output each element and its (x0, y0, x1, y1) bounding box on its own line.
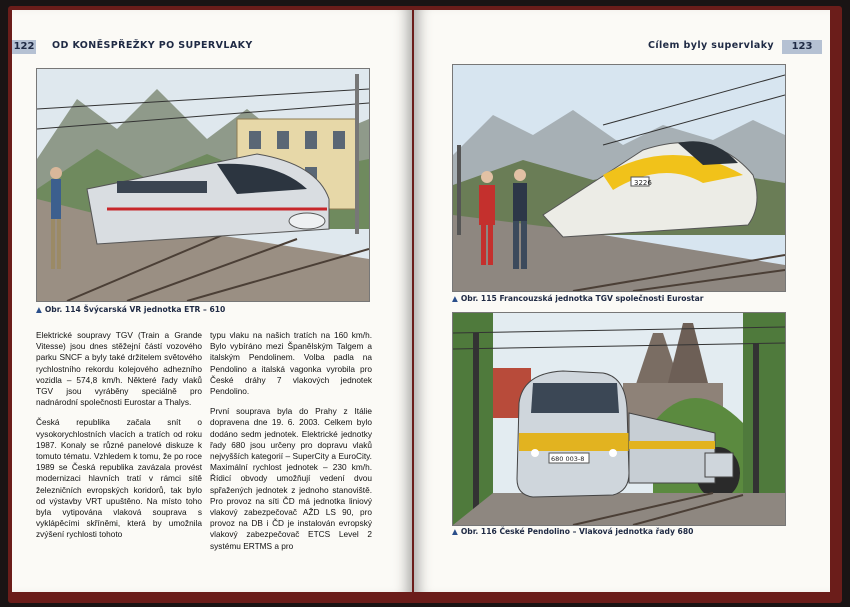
paragraph: typu vlaku na našich tratích na 160 km/h. Bylo vybíráno mezi Španělským Talgem a italským Pendolinem. Volba padla na Pendolino a italská vagonka vyrobila pro České dráhy 7 vlakových jednotek Pendolino. (210, 330, 372, 397)
train-number: 680 003-8 (551, 455, 585, 463)
caption-arrow-icon: ▲ (452, 527, 458, 536)
caption-arrow-icon: ▲ (36, 305, 42, 314)
caption-text: České Pendolino – Vlaková jednotka řady 680 (499, 527, 694, 536)
eurostar-illustration (453, 65, 785, 291)
paragraph: Elektrické soupravy TGV (Train a Grande Vitesse) jsou dnes stěžejní částí vozového parku SNCF a byly také držitelem světového rychlostního rekordu kolejového adhezního vozidla – 574,8 km/h. Některé řady vlaků TGV jsou vyráběny speciálně pro nadnárodní společnosti Eurostar a Thalys. (36, 330, 202, 408)
caption-prefix: Obr. 116 (460, 527, 497, 536)
caption-text: Francouzská jednotka TGV společnosti Eurostar (499, 294, 704, 303)
page-number: 122 (13, 41, 35, 52)
figure-swiss-train (36, 68, 370, 302)
swiss-train-illustration (37, 69, 369, 301)
paragraph: První souprava byla do Prahy z Itálie dopravena dne 19. 6. 2003. Celkem bylo dodáno sedm jednotek. Elektrické jednotky řady 680 jsou určeny pro dopravu vlaků nejvyšších kategorií – SuperCity a EuroCity. Maximální rychlost jednotek – 230 km/h. Řídicí obvody umožňují vedení dvou spřažených jednotek z jednoho stanoviště. Pro provoz na síti ČD má jednotka liniový vlakový zabezpečovač AŽD LS 90, pro provoz na DB i ČD je instalován evropský vlakový zabezpečovač ETCS Level 2 systému ERTMS a pro (210, 406, 372, 551)
pendolino-illustration (453, 313, 785, 525)
text-column-2 (210, 330, 372, 561)
text-column-1 (36, 330, 202, 550)
caption-prefix: Obr. 114 (44, 305, 81, 314)
left-page (12, 10, 412, 592)
caption-arrow-icon: ▲ (452, 294, 458, 303)
figure-eurostar-train (452, 64, 786, 292)
caption-text: Švýcarská VR jednotka ETR – 610 (83, 305, 226, 314)
running-head: Cílem byly supervlaky (648, 40, 774, 51)
figure-pendolino-train (452, 312, 786, 526)
figure-caption (452, 294, 704, 303)
figure-caption (452, 527, 693, 536)
paragraph: Česká republika začala snít o vysokorychlostních vlacích a tratích od roku 1987. Konaly se různé panelové diskuze k tomuto tématu. Vzhledem k tomu, že po roce 1989 se Česká republika zavázala provést modernizaci hlavních tratí v rámci sítě železničních evropských koridorů, tak bylo od výstavby VRT upuštěno. Na místo toho byla vytipována vlaková souprava s vyklápěcími skříněmi, která by umožnila zvýšení rychlosti tohoto (36, 417, 202, 540)
train-number: 3226 (634, 179, 652, 187)
page-number: 123 (782, 40, 822, 54)
right-page (414, 10, 830, 592)
caption-prefix: Obr. 115 (460, 294, 497, 303)
figure-caption (36, 305, 225, 314)
running-head: OD KONĚSPŘEŽKY PO SUPERVLAKY (52, 40, 253, 51)
